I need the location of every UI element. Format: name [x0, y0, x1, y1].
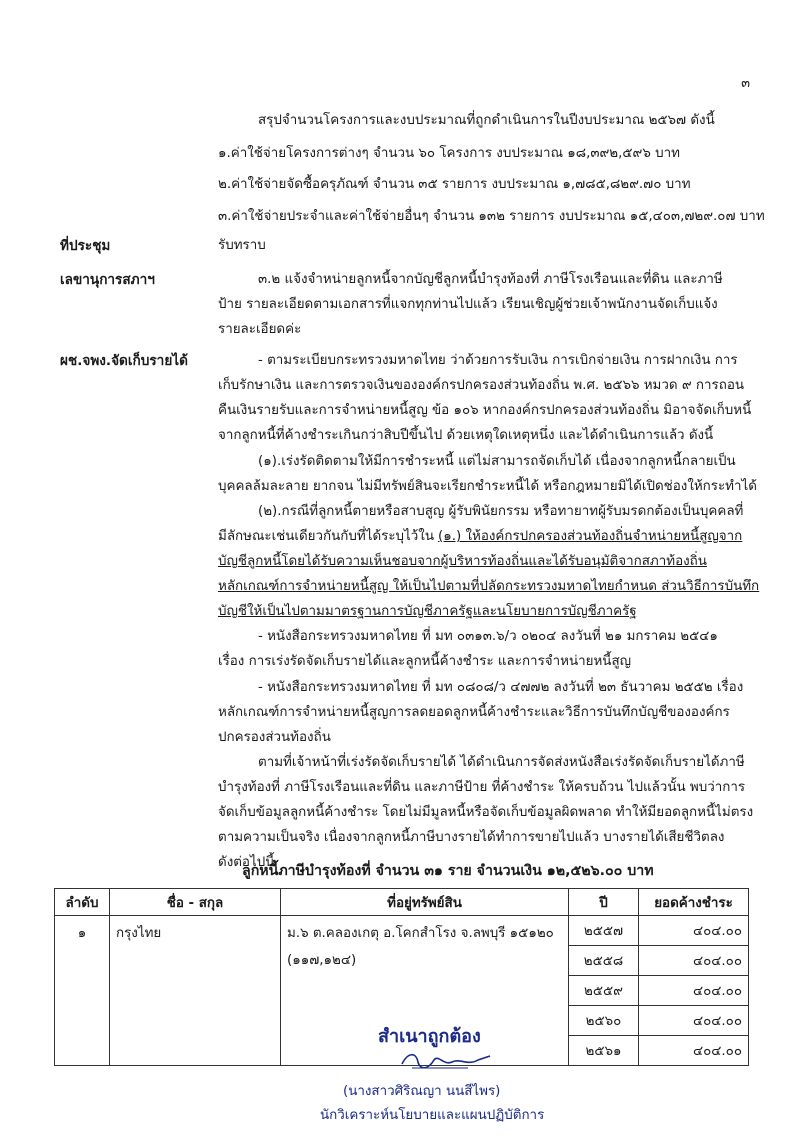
cell-amount: ๔๐๔.๐๐	[639, 916, 749, 946]
address-line-1: ม.๖ ต.คลองเกตุ อ.โคกสำโรง จ.ลพบุรี ๑๕๑๒๐	[287, 926, 554, 941]
secretary-line-3: รายละเอียดค่ะ	[218, 322, 302, 337]
secretary-label: เลขานุการสภาฯ	[60, 272, 155, 288]
revenue-line: จากลูกหนี้ที่ค้างชำระเกินกว่าสิบปีขึ้นไป ด้วยเหตุใดเหตุหนึ่ง และได้ดำเนินการแล้ว ดังนี้	[218, 428, 714, 443]
cell-year: ๒๕๖๐	[569, 1006, 639, 1036]
revenue-line: มีลักษณะเช่นเดียวกันกับที่ได้ระบุไว้ใน	[218, 529, 434, 544]
meeting-text: รับทราบ	[218, 238, 266, 253]
revenue-label: ผช.จพง.จัดเก็บรายได้	[60, 353, 188, 369]
summary-item-2: ๒.ค่าใช้จ่ายจัดซื้อครุภัณฑ์ จำนวน ๓๕ รายการ งบประมาณ ๑,๗๘๕,๘๒๙.๗๐ บาท	[218, 177, 691, 192]
revenue-line: - ตามระเบียบกระทรวงมหาดไทย ว่าด้วยการรับเงิน การเบิกจ่ายเงิน การฝากเงิน การ	[258, 353, 738, 368]
certified-copy-stamp: สำเนาถูกต้อง	[378, 1026, 481, 1047]
table-header-row	[55, 889, 749, 916]
revenue-line: ตามความเป็นจริง เนื่องจากลูกหนี้ภาษีบางรายได้ทำการขายไปแล้ว บางรายได้เสียชีวิตลง	[218, 830, 725, 845]
table-row	[55, 916, 749, 946]
header-seq: ลำดับ	[55, 889, 110, 916]
signer-position: นักวิเคราะห์นโยบายและแผนปฏิบัติการ	[320, 1108, 545, 1123]
revenue-line: เรื่อง การเร่งรัดจัดเก็บรายได้และลูกหนี้ค้างชำระ และการจำหน่ายหนี้สูญ	[218, 654, 632, 669]
secretary-line-1: ๓.๒ แจ้งจำหน่ายลูกหนี้จากบัญชีลูกหนี้บำรุงท้องที่ ภาษีโรงเรือนและที่ดิน และภาษี	[258, 272, 723, 287]
summary-item-1: ๑.ค่าใช้จ่ายโครงการต่างๆ จำนวน ๖๐ โครงการ งบประมาณ ๑๘,๓๙๒,๕๙๖ บาท	[218, 146, 680, 161]
cell-year: ๒๕๕๙	[569, 976, 639, 1006]
cell-amount: ๔๐๔.๐๐	[639, 1036, 749, 1066]
secretary-line-2: ป้าย รายละเอียดตามเอกสารที่แจกทุกท่านไปแล้ว เรียนเชิญผู้ช่วยเจ้าพนักงานจัดเก็บแจ้ง	[218, 297, 718, 312]
signer-name: (นางสาวศิริณญา นนสีไพร)	[343, 1084, 501, 1099]
revenue-line: คืนเงินรายรับและการจำหน่ายหนี้สูญ ข้อ ๑๐๖ หากองค์กรปกครองส่วนท้องถิ่น มิอาจจัดเก็บหนี้	[218, 403, 752, 418]
page-number: ๓	[741, 76, 750, 91]
cell-year: ๒๕๖๑	[569, 1036, 639, 1066]
header-address: ที่อยู่ทรัพย์สิน	[281, 889, 569, 916]
cell-amount: ๔๐๔.๐๐	[639, 946, 749, 976]
cell-year: ๒๕๕๗	[569, 916, 639, 946]
revenue-line: ปกครองส่วนท้องถิ่น	[218, 730, 331, 745]
revenue-line-underlined: บัญชีให้เป็นไปตามมาตรฐานการบัญชีภาครัฐและนโยบายการบัญชีภาครัฐ	[218, 604, 637, 619]
revenue-line: จัดเก็บข้อมูลลูกหนี้ค้างชำระ โดยไม่มีมูลหนี้หรือจัดเก็บข้อมูลผิดพลาด ทำให้มียอดลูกหนี้ไม่ตรง	[218, 805, 754, 820]
header-year: ปี	[569, 889, 639, 916]
revenue-line: เก็บรักษาเงิน และการตรวจเงินขององค์กรปกครองส่วนท้องถิ่น พ.ศ. ๒๕๖๖ หมวด ๙ การถอน	[218, 378, 745, 393]
revenue-line: ดังต่อไปนี้	[218, 855, 275, 870]
cell-seq: ๑	[55, 916, 110, 1066]
revenue-line: หลักเกณฑ์การจำหน่ายหนี้สูญการลดยอดลูกหนี้ค้างชำระและวิธีการบันทึกบัญชีขององค์กร	[218, 705, 730, 720]
revenue-line: - หนังสือกระทรวงมหาดไทย ที่ มท ๐๓๑๓.๖/ว ๐๒๐๔ ลงวันที่ ๒๑ มกราคม ๒๕๔๑	[258, 629, 718, 644]
revenue-line-underlined: หลักเกณฑ์การจำหน่ายหนี้สูญ ให้เป็นไปตามที่ปลัดกระทรวงมหาดไทยกำหนด ส่วนวิธีการบันทึก	[218, 579, 760, 594]
revenue-line: - หนังสือกระทรวงมหาดไทย ที่ มท ๐๘๐๘/ว ๔๗๗๒ ลงวันที่ ๒๓ ธันวาคม ๒๕๕๒ เรื่อง	[258, 680, 744, 695]
summary-item-3: ๓.ค่าใช้จ่ายประจำและค่าใช้จ่ายอื่นๆ จำนวน ๑๓๒ รายการ งบประมาณ ๑๕,๔๐๓,๗๒๙.๐๗ บาท	[218, 209, 765, 224]
meeting-label: ที่ประชุม	[60, 238, 111, 254]
header-name: ชื่อ - สกุล	[110, 889, 281, 916]
address-line-2: (๑๑๗,๑๒๔)	[287, 953, 357, 968]
summary-intro: สรุปจำนวนโครงการและงบประมาณที่ถูกดำเนินการในปีงบประมาณ ๒๕๖๗ ดังนี้	[258, 113, 715, 128]
revenue-line-underlined: บัญชีลูกหนี้โดยได้รับความเห็นชอบจากผู้บริหารท้องถิ่นและได้รับอนุมัติจากสภาท้องถิ่น	[218, 554, 707, 569]
revenue-line: (๑).เร่งรัดติดตามให้มีการชำระหนี้ แต่ไม่สามารถจัดเก็บได้ เนื่องจากลูกหนี้กลายเป็น	[258, 454, 736, 469]
revenue-line: ตามที่เจ้าหน้าที่เร่งรัดจัดเก็บรายได้ ได้ดำเนินการจัดส่งหนังสือเร่งรัดจัดเก็บรายได้ภาษี	[258, 755, 745, 770]
table-title: ลูกหนี้ภาษีบำรุงท้องที่ จำนวน ๓๑ ราย จำนวนเงิน ๑๒,๕๒๖.๐๐ บาท	[242, 863, 654, 879]
cell-year: ๒๕๕๘	[569, 946, 639, 976]
signature-image	[398, 1046, 498, 1076]
revenue-line: (๒).กรณีที่ลูกหนี้ตายหรือสาบสูญ ผู้รับพินัยกรรม หรือทายาทผู้รับมรดกต้องเป็นบุคคลที่	[258, 504, 744, 519]
cell-amount: ๔๐๔.๐๐	[639, 976, 749, 1006]
revenue-line: บุคคลล้มละลาย ยากจน ไม่มีทรัพย์สินจะเรียกชำระหนี้ได้ หรือกฎหมายมิได้เปิดช่องให้กระทำได้	[218, 479, 757, 494]
header-amount: ยอดค้างชำระ	[639, 889, 749, 916]
revenue-line-underlined: (๑.) ให้องค์กรปกครองส่วนท้องถิ่นจำหน่ายหนี้สูญจาก	[438, 529, 743, 544]
revenue-line: บำรุงท้องที่ ภาษีโรงเรือนและที่ดิน และภาษีป้าย ที่ค้างชำระ ให้ครบถ้วน ไปแล้วนั้น พบว่าการ	[218, 780, 746, 795]
cell-name: กรุงไทย	[110, 916, 281, 1066]
cell-amount: ๔๐๔.๐๐	[639, 1006, 749, 1036]
